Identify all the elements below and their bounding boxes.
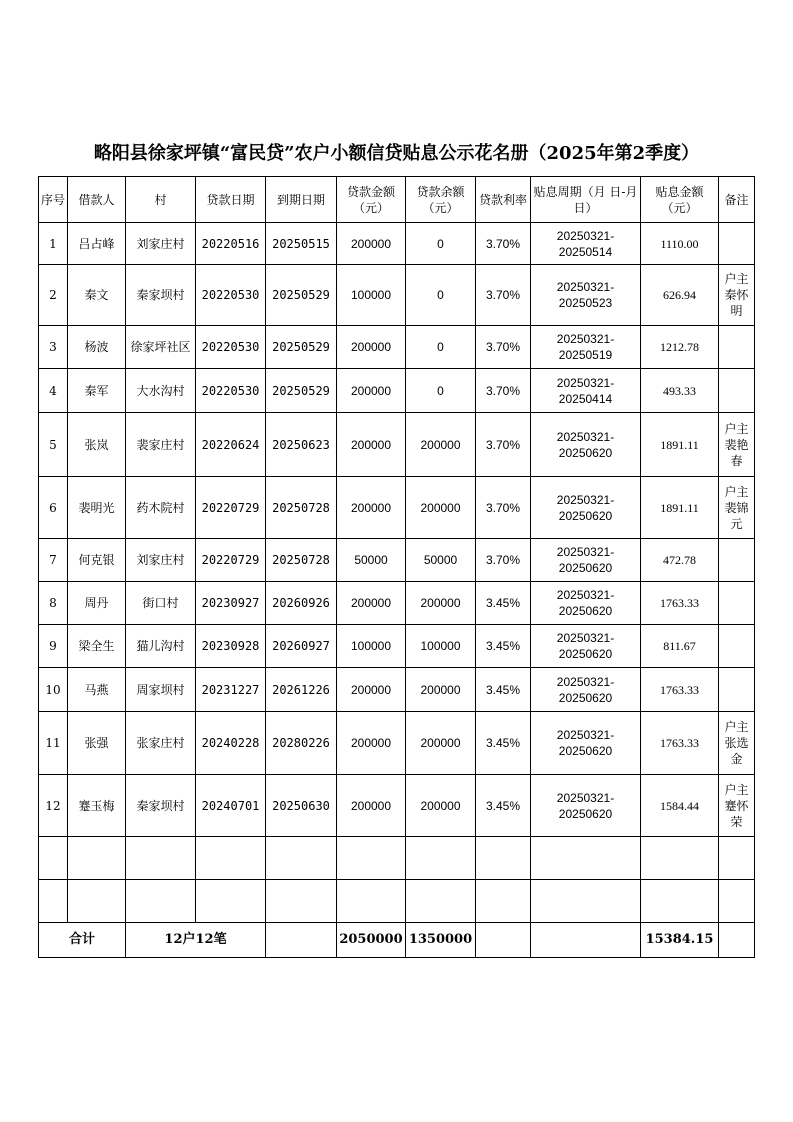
total-blank bbox=[266, 923, 337, 958]
borrower-cell: 蹇玉梅 bbox=[68, 775, 126, 837]
due-date-cell: 20250529 bbox=[266, 369, 337, 413]
subsidy-cell: 493.33 bbox=[641, 369, 719, 413]
seq-cell: 12 bbox=[39, 775, 68, 837]
loan-date-cell: 20220516 bbox=[196, 223, 266, 265]
subsidy-roster-table bbox=[38, 176, 755, 958]
loan-date-cell: 20220729 bbox=[196, 539, 266, 582]
rate-cell: 3.45% bbox=[476, 775, 531, 837]
rate-cell: 3.45% bbox=[476, 668, 531, 712]
header-village: 村 bbox=[126, 177, 196, 223]
rate-cell: 3.70% bbox=[476, 539, 531, 582]
empty-cell bbox=[68, 880, 126, 923]
loan-amount-cell: 200000 bbox=[337, 477, 406, 539]
period-cell: 20250321-20250523 bbox=[531, 265, 641, 326]
village-cell: 秦家坝村 bbox=[126, 775, 196, 837]
loan-amount-cell: 200000 bbox=[337, 582, 406, 625]
empty-cell bbox=[337, 880, 406, 923]
due-date-cell: 20250728 bbox=[266, 539, 337, 582]
borrower-cell: 裴明光 bbox=[68, 477, 126, 539]
table-row bbox=[39, 413, 755, 477]
rate-cell: 3.70% bbox=[476, 413, 531, 477]
borrower-cell: 马燕 bbox=[68, 668, 126, 712]
subsidy-cell: 1891.11 bbox=[641, 413, 719, 477]
period-cell: 20250321-20250414 bbox=[531, 369, 641, 413]
due-date-cell: 20261226 bbox=[266, 668, 337, 712]
header-loan-amount: 贷款金额（元） bbox=[337, 177, 406, 223]
period-cell: 20250321-20250620 bbox=[531, 477, 641, 539]
seq-cell: 5 bbox=[39, 413, 68, 477]
subsidy-cell: 1763.33 bbox=[641, 712, 719, 775]
table-row bbox=[39, 369, 755, 413]
empty-cell bbox=[476, 880, 531, 923]
period-cell: 20250321-20250620 bbox=[531, 625, 641, 668]
table-row bbox=[39, 625, 755, 668]
loan-date-cell: 20220729 bbox=[196, 477, 266, 539]
seq-cell: 1 bbox=[39, 223, 68, 265]
empty-cell bbox=[196, 880, 266, 923]
loan-balance-cell: 200000 bbox=[406, 775, 476, 837]
period-cell: 20250321-20250620 bbox=[531, 539, 641, 582]
empty-cell bbox=[126, 880, 196, 923]
period-cell: 20250321-20250620 bbox=[531, 582, 641, 625]
subsidy-cell: 1763.33 bbox=[641, 582, 719, 625]
total-count: 12户12笔 bbox=[126, 923, 266, 958]
subsidy-cell: 1212.78 bbox=[641, 326, 719, 369]
due-date-cell: 20280226 bbox=[266, 712, 337, 775]
due-date-cell: 20250728 bbox=[266, 477, 337, 539]
empty-cell bbox=[68, 837, 126, 880]
seq-cell: 7 bbox=[39, 539, 68, 582]
subsidy-cell: 1110.00 bbox=[641, 223, 719, 265]
village-cell: 周家坝村 bbox=[126, 668, 196, 712]
due-date-cell: 20260927 bbox=[266, 625, 337, 668]
borrower-cell: 张强 bbox=[68, 712, 126, 775]
table-row bbox=[39, 477, 755, 539]
loan-balance-cell: 200000 bbox=[406, 413, 476, 477]
empty-cell bbox=[406, 837, 476, 880]
empty-cell bbox=[719, 837, 755, 880]
village-cell: 大水沟村 bbox=[126, 369, 196, 413]
subsidy-cell: 1584.44 bbox=[641, 775, 719, 837]
loan-amount-cell: 200000 bbox=[337, 775, 406, 837]
village-cell: 张家庄村 bbox=[126, 712, 196, 775]
loan-date-cell: 20220530 bbox=[196, 265, 266, 326]
empty-row bbox=[39, 880, 755, 923]
seq-cell: 3 bbox=[39, 326, 68, 369]
loan-date-cell: 20231227 bbox=[196, 668, 266, 712]
empty-cell bbox=[126, 837, 196, 880]
loan-balance-cell: 0 bbox=[406, 265, 476, 326]
total-label: 合计 bbox=[39, 923, 126, 958]
due-date-cell: 20260926 bbox=[266, 582, 337, 625]
empty-cell bbox=[641, 837, 719, 880]
loan-amount-cell: 100000 bbox=[337, 265, 406, 326]
village-cell: 街口村 bbox=[126, 582, 196, 625]
loan-date-cell: 20220624 bbox=[196, 413, 266, 477]
loan-balance-cell: 0 bbox=[406, 326, 476, 369]
page-title: 略阳县徐家坪镇“富民贷”农户小额信贷贴息公示花名册（2025年第2季度） bbox=[93, 143, 700, 164]
loan-balance-cell: 200000 bbox=[406, 668, 476, 712]
total-blank bbox=[476, 923, 531, 958]
empty-cell bbox=[476, 837, 531, 880]
borrower-cell: 杨波 bbox=[68, 326, 126, 369]
rate-cell: 3.70% bbox=[476, 369, 531, 413]
header-due-date: 到期日期 bbox=[266, 177, 337, 223]
loan-balance-cell: 200000 bbox=[406, 712, 476, 775]
period-cell: 20250321-20250519 bbox=[531, 326, 641, 369]
remark-cell: 户主秦怀明 bbox=[719, 265, 755, 326]
empty-cell bbox=[531, 837, 641, 880]
subsidy-cell: 626.94 bbox=[641, 265, 719, 326]
remark-cell: 户主蹇怀荣 bbox=[719, 775, 755, 837]
header-loan-balance: 贷款余额（元） bbox=[406, 177, 476, 223]
village-cell: 猫儿沟村 bbox=[126, 625, 196, 668]
remark-cell: 户主裴锦元 bbox=[719, 477, 755, 539]
due-date-cell: 20250515 bbox=[266, 223, 337, 265]
subsidy-cell: 1763.33 bbox=[641, 668, 719, 712]
total-amount: 2050000 bbox=[337, 923, 406, 958]
header-seq: 序号 bbox=[39, 177, 68, 223]
remark-cell bbox=[719, 326, 755, 369]
loan-amount-cell: 50000 bbox=[337, 539, 406, 582]
header-remark: 备注 bbox=[719, 177, 755, 223]
due-date-cell: 20250529 bbox=[266, 265, 337, 326]
subsidy-cell: 811.67 bbox=[641, 625, 719, 668]
village-cell: 秦家坝村 bbox=[126, 265, 196, 326]
loan-date-cell: 20220530 bbox=[196, 369, 266, 413]
rate-cell: 3.70% bbox=[476, 265, 531, 326]
total-row bbox=[39, 923, 755, 958]
loan-balance-cell: 200000 bbox=[406, 477, 476, 539]
subsidy-cell: 472.78 bbox=[641, 539, 719, 582]
village-cell: 刘家庄村 bbox=[126, 539, 196, 582]
remark-cell bbox=[719, 668, 755, 712]
village-cell: 药木院村 bbox=[126, 477, 196, 539]
empty-cell bbox=[39, 837, 68, 880]
borrower-cell: 张岚 bbox=[68, 413, 126, 477]
empty-cell bbox=[39, 880, 68, 923]
due-date-cell: 20250630 bbox=[266, 775, 337, 837]
table-row bbox=[39, 326, 755, 369]
loan-date-cell: 20240228 bbox=[196, 712, 266, 775]
village-cell: 裴家庄村 bbox=[126, 413, 196, 477]
rate-cell: 3.70% bbox=[476, 477, 531, 539]
seq-cell: 10 bbox=[39, 668, 68, 712]
header-row bbox=[39, 177, 755, 223]
remark-cell bbox=[719, 223, 755, 265]
seq-cell: 2 bbox=[39, 265, 68, 326]
loan-balance-cell: 0 bbox=[406, 369, 476, 413]
remark-cell: 户主裴艳春 bbox=[719, 413, 755, 477]
period-cell: 20250321-20250514 bbox=[531, 223, 641, 265]
total-subsidy: 15384.15 bbox=[641, 923, 719, 958]
total-balance: 1350000 bbox=[406, 923, 476, 958]
due-date-cell: 20250529 bbox=[266, 326, 337, 369]
table-row bbox=[39, 668, 755, 712]
subsidy-cell: 1891.11 bbox=[641, 477, 719, 539]
loan-amount-cell: 200000 bbox=[337, 413, 406, 477]
period-cell: 20250321-20250620 bbox=[531, 413, 641, 477]
rate-cell: 3.45% bbox=[476, 712, 531, 775]
period-cell: 20250321-20250620 bbox=[531, 668, 641, 712]
rate-cell: 3.70% bbox=[476, 223, 531, 265]
remark-cell bbox=[719, 369, 755, 413]
loan-date-cell: 20230927 bbox=[196, 582, 266, 625]
rate-cell: 3.70% bbox=[476, 326, 531, 369]
loan-amount-cell: 200000 bbox=[337, 712, 406, 775]
remark-cell bbox=[719, 625, 755, 668]
loan-balance-cell: 50000 bbox=[406, 539, 476, 582]
loan-amount-cell: 200000 bbox=[337, 223, 406, 265]
village-cell: 徐家坪社区 bbox=[126, 326, 196, 369]
borrower-cell: 周丹 bbox=[68, 582, 126, 625]
borrower-cell: 吕占峰 bbox=[68, 223, 126, 265]
remark-cell bbox=[719, 539, 755, 582]
remark-cell bbox=[719, 582, 755, 625]
rate-cell: 3.45% bbox=[476, 625, 531, 668]
village-cell: 刘家庄村 bbox=[126, 223, 196, 265]
total-blank bbox=[719, 923, 755, 958]
empty-cell bbox=[406, 880, 476, 923]
loan-balance-cell: 0 bbox=[406, 223, 476, 265]
header-period: 贴息周期（月 日-月 日） bbox=[531, 177, 641, 223]
empty-cell bbox=[266, 880, 337, 923]
table-row bbox=[39, 539, 755, 582]
header-loan-date: 贷款日期 bbox=[196, 177, 266, 223]
period-cell: 20250321-20250620 bbox=[531, 712, 641, 775]
seq-cell: 9 bbox=[39, 625, 68, 668]
due-date-cell: 20250623 bbox=[266, 413, 337, 477]
header-subsidy: 贴息金额（元） bbox=[641, 177, 719, 223]
table-row bbox=[39, 265, 755, 326]
table-row bbox=[39, 712, 755, 775]
empty-cell bbox=[719, 880, 755, 923]
total-blank bbox=[531, 923, 641, 958]
empty-cell bbox=[266, 837, 337, 880]
rate-cell: 3.45% bbox=[476, 582, 531, 625]
table-row bbox=[39, 223, 755, 265]
seq-cell: 11 bbox=[39, 712, 68, 775]
table-row bbox=[39, 775, 755, 837]
loan-amount-cell: 200000 bbox=[337, 326, 406, 369]
seq-cell: 4 bbox=[39, 369, 68, 413]
loan-date-cell: 20240701 bbox=[196, 775, 266, 837]
loan-balance-cell: 200000 bbox=[406, 582, 476, 625]
empty-cell bbox=[337, 837, 406, 880]
borrower-cell: 何克银 bbox=[68, 539, 126, 582]
seq-cell: 6 bbox=[39, 477, 68, 539]
period-cell: 20250321-20250620 bbox=[531, 775, 641, 837]
loan-amount-cell: 200000 bbox=[337, 668, 406, 712]
loan-date-cell: 20220530 bbox=[196, 326, 266, 369]
empty-cell bbox=[196, 837, 266, 880]
loan-balance-cell: 100000 bbox=[406, 625, 476, 668]
header-rate: 贷款利率 bbox=[476, 177, 531, 223]
table-row bbox=[39, 582, 755, 625]
empty-cell bbox=[641, 880, 719, 923]
loan-amount-cell: 200000 bbox=[337, 369, 406, 413]
borrower-cell: 秦军 bbox=[68, 369, 126, 413]
empty-cell bbox=[531, 880, 641, 923]
loan-date-cell: 20230928 bbox=[196, 625, 266, 668]
remark-cell: 户主张选金 bbox=[719, 712, 755, 775]
borrower-cell: 梁全生 bbox=[68, 625, 126, 668]
borrower-cell: 秦文 bbox=[68, 265, 126, 326]
empty-row bbox=[39, 837, 755, 880]
loan-amount-cell: 100000 bbox=[337, 625, 406, 668]
header-borrower: 借款人 bbox=[68, 177, 126, 223]
seq-cell: 8 bbox=[39, 582, 68, 625]
